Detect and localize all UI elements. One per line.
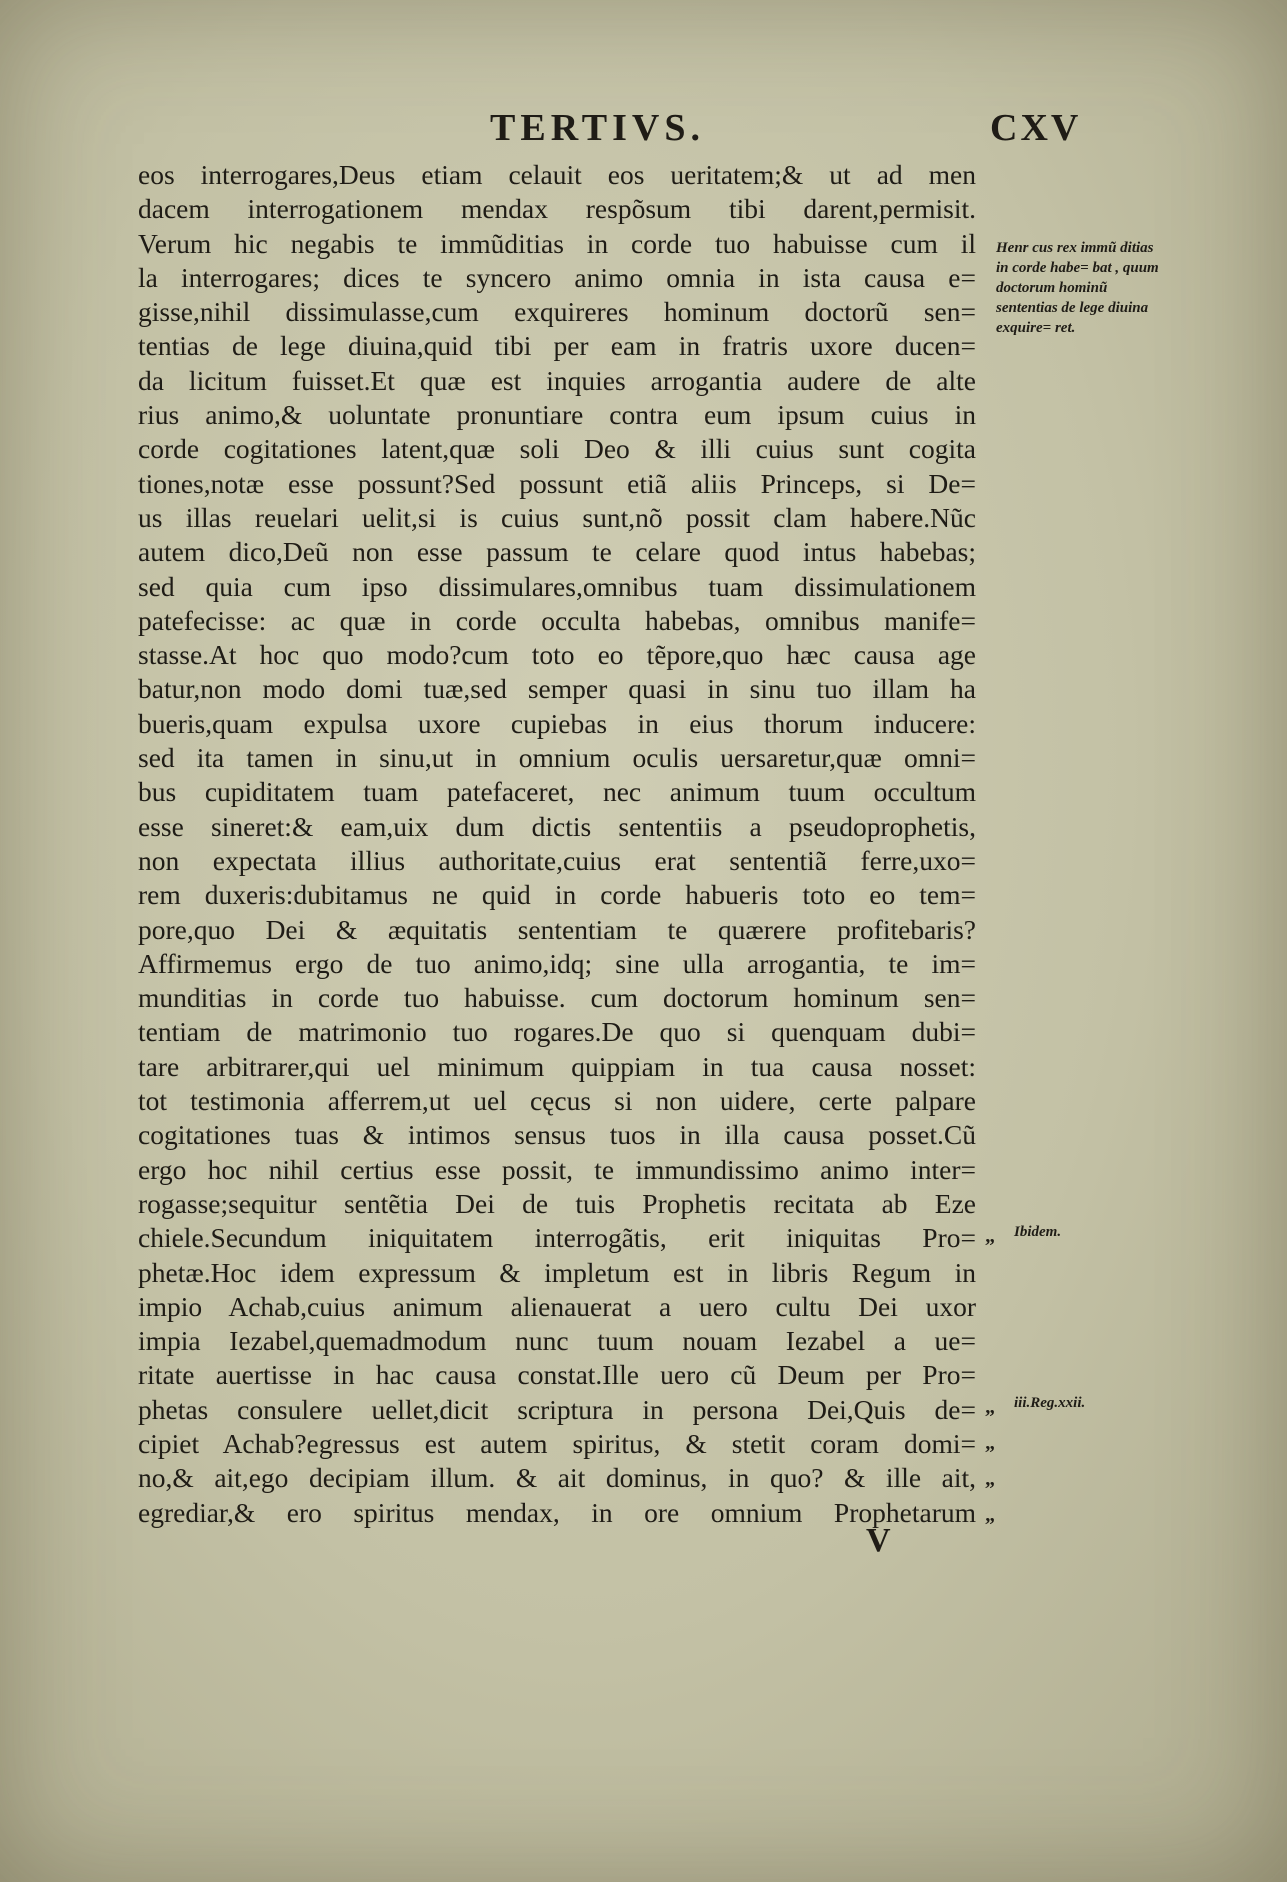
text-line: chiele.Secundum iniquitatem interrogãtis, erit iniquitas Pro= <box>138 1222 976 1254</box>
text-line: tare arbitrarer,qui uel minimum quippiam in tua causa nosset: <box>138 1050 976 1082</box>
text-line: cipiet Achab?egressus est autem spiritus, & stetit coram domi= <box>138 1427 976 1459</box>
quotation-mark: „ <box>985 1468 995 1490</box>
text-line: cogitationes tuas & intimos sensus tuos in illa causa posset.Cũ <box>138 1119 976 1151</box>
text-line: Verum hic negabis te immũditias in corde tuo habuisse cum il <box>138 227 976 259</box>
text-line: la interrogares; dices te syncero animo omnia in ista causa e= <box>138 261 976 293</box>
text-line: tot testimonia afferrem,ut uel cęcus si non uidere, certe palpare <box>138 1085 976 1117</box>
text-line: pore,quo Dei & æquitatis sententiam te quærere profitebaris? <box>138 913 976 945</box>
text-line: autem dico,Deũ non esse passum te celare quod intus habebas; <box>138 536 976 568</box>
main-text-block <box>138 158 976 1530</box>
text-line: rem duxeris:dubitamus ne quid in corde habueris toto eo tem= <box>138 879 976 911</box>
quotation-mark: „ <box>985 1225 995 1247</box>
text-line: rius animo,& uoluntate pronuntiare contra eum ipsum cuius in <box>138 399 976 431</box>
text-line: no,& ait,ego decipiam illum. & ait dominus, in quo? & ille ait, <box>138 1462 976 1494</box>
signature-mark: V <box>866 1522 891 1559</box>
text-line: tentiam de matrimonio tuo rogares.De quo si quenquam dubi= <box>138 1016 976 1048</box>
text-line: rogasse;sequitur sentẽtia Dei de tuis Prophetis recitata ab Eze <box>138 1187 976 1219</box>
text-line: egrediar,& ero spiritus mendax, in ore omnium Prophetarum <box>138 1496 976 1528</box>
marginal-note-ibidem: Ibidem. <box>1014 1224 1062 1240</box>
text-line: sed quia cum ipso dissimulares,omnibus tuam dissimulationem <box>138 570 976 602</box>
text-line: munditias in corde tuo habuisse. cum doctorum hominum sen= <box>138 982 976 1014</box>
text-line: impio Achab,cuius animum alienauerat a uero cultu Dei uxor <box>138 1290 976 1322</box>
quotation-mark: „ <box>985 1432 995 1454</box>
text-line: bus cupiditatem tuam patefaceret, nec animum tuum occultum <box>138 776 976 808</box>
text-line: bueris,quam expulsa uxore cupiebas in eius thorum inducere: <box>138 707 976 739</box>
text-line: us illas reuelari uelit,si is cuius sunt,nõ possit clam habere.Nũc <box>138 501 976 533</box>
quotation-mark: „ <box>985 1504 995 1526</box>
text-line: stasse.At hoc quo modo?cum toto eo tẽpore,quo hæc causa age <box>138 639 976 671</box>
text-line: non expectata illius authoritate,cuius erat sententiã ferre,uxo= <box>138 844 976 876</box>
quotation-mark: „ <box>985 1396 995 1418</box>
text-line: esse sineret:& eam,uix dum dictis sententiis a pseudoprophetis, <box>138 810 976 842</box>
text-line: phetas consulere uellet,dicit scriptura in persona Dei,Quis de= <box>138 1393 976 1425</box>
text-line: patefecisse: ac quæ in corde occulta habebas, omnibus manife= <box>138 604 976 636</box>
text-line: phetæ.Hoc idem expressum & impletum est in libris Regum in <box>138 1256 976 1288</box>
text-line: dacem interrogationem mendax respõsum tibi darent,permisit. <box>138 193 976 225</box>
running-title: TERTIVS. <box>490 107 706 149</box>
text-line: corde cogitationes latent,quæ soli Deo & illi cuius sunt cogita <box>138 433 976 465</box>
text-line: gisse,nihil dissimulasse,cum exquireres hominum doctorũ sen= <box>138 296 976 328</box>
text-line: batur,non modo domi tuæ,sed semper quasi in sinu tuo illam ha <box>138 673 976 705</box>
marginal-note-reference: iii.Reg.xxii. <box>1014 1395 1086 1411</box>
folio-number: CXV <box>990 107 1082 149</box>
text-line: sed ita tamen in sinu,ut in omnium oculis uersaretur,quæ omni= <box>138 742 976 774</box>
marginal-note: Henr cus rex immũ ditias in corde habe= bat , quum doctorum hominũ sententias de lege diuina exquire= ret. <box>996 240 1159 336</box>
text-line: ritate auertisse in hac causa constat.Ille uero cũ Deum per Pro= <box>138 1359 976 1391</box>
text-line: tentias de lege diuina,quid tibi per eam in fratris uxore ducen= <box>138 330 976 362</box>
text-line: ergo hoc nihil certius esse possit, te immundissimo animo inter= <box>138 1153 976 1185</box>
text-line: da licitum fuisset.Et quæ est inquies arrogantia audere de alte <box>138 364 976 396</box>
text-line: impia Iezabel,quemadmodum nunc tuum nouam Iezabel a ue= <box>138 1325 976 1357</box>
text-line: tiones,notæ esse possunt?Sed possunt etiã aliis Princeps, si De= <box>138 467 976 499</box>
text-line: Affirmemus ergo de tuo animo,idq; sine ulla arrogantia, te im= <box>138 947 976 979</box>
text-line: eos interrogares,Deus etiam celauit eos ueritatem;& ut ad men <box>138 159 976 190</box>
